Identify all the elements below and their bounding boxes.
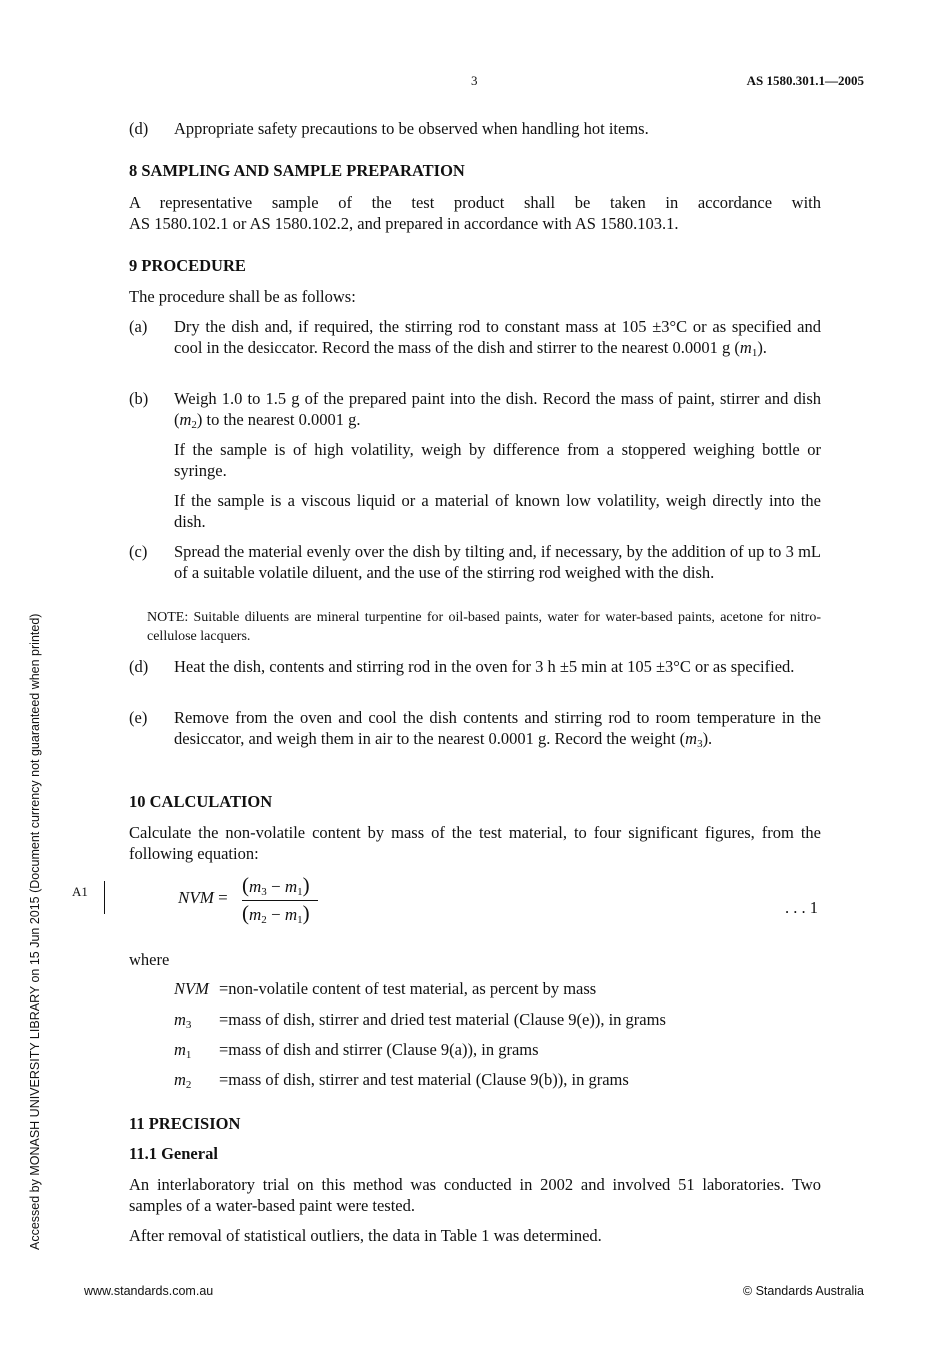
item-text: Heat the dish, contents and stirring rod in the oven for 3 h ±5 min at 105 ±3°C or as specified. bbox=[174, 657, 795, 676]
item-text: Weigh 1.0 to 1.5 g of the prepared paint into the dish. Record the mass of paint, stirrer and dish $(m_2)$ to the nearest 0.0001 g. bbox=[174, 389, 821, 431]
procedure-intro: The procedure shall be as follows: bbox=[129, 287, 356, 306]
list-item bbox=[129, 118, 821, 139]
procedure-step-c bbox=[129, 541, 821, 583]
item-text: Remove from the oven and cool the dish contents and stirring rod to room temperature in the desiccator, and weigh them in air to the nearest 0.0001 g. Record the weight $(m_3)$. bbox=[174, 708, 821, 750]
procedure-step-b-para1: If the sample is of high volatility, weigh by difference from a stoppered weighing bottle or syringe. bbox=[174, 440, 821, 480]
section-8-paragraph-line1: A representative sample of the test product shall be taken in accordance with bbox=[129, 193, 821, 212]
procedure-step-b-para2: If the sample is a viscous liquid or a material of known low volatility, weigh directly into the dish. bbox=[174, 491, 821, 531]
item-text: Dry the dish and, if required, the stirring rod to constant mass at 105 ±3°C or as specified and cool in the desiccator. Record the mass of the dish and stirrer to the nearest 0.0001 g $(m_1)$. bbox=[174, 317, 821, 359]
procedure-step-e bbox=[129, 707, 821, 755]
calculation-intro: Calculate the non-volatile content by mass of the test material, to four significant figures, from the following equation: bbox=[129, 823, 821, 863]
equation-lhs: NVM = bbox=[178, 888, 228, 907]
item-label: (e) bbox=[129, 708, 148, 727]
item-text: Appropriate safety precautions to be observed when handling hot items. bbox=[174, 119, 649, 138]
precision-paragraph: After removal of statistical outliers, the data in Table 1 was determined. bbox=[129, 1226, 602, 1245]
item-text: Spread the material evenly over the dish by tilting and, if necessary, by the addition of up to 3 mL of a suitable volatile diluent, and the use of the stirring rod weighed with the dish. bbox=[174, 542, 821, 582]
footer-copyright: © Standards Australia bbox=[742, 1284, 864, 1298]
section-8-paragraph-line2: AS 1580.102.1 or AS 1580.102.2, and prepared in accordance with AS 1580.103.1. bbox=[129, 214, 679, 233]
equation-numerator: $(m_3 - m_1)$ bbox=[242, 873, 310, 898]
precision-paragraph: An interlaboratory trial on this method was conducted in 2002 and involved 51 laboratories. Two samples of a water-based paint were tested. bbox=[129, 1175, 821, 1215]
section-9-heading: 9 PROCEDURE bbox=[129, 256, 246, 275]
where-label: where bbox=[129, 950, 170, 969]
access-watermark: Accessed by MONASH UNIVERSITY LIBRARY on 15 Jun 2015 (Document currency not guaranteed when printed) bbox=[28, 613, 42, 1250]
equation-denominator: $(m_2 - m_1)$ bbox=[242, 901, 310, 926]
item-label: (d) bbox=[129, 657, 149, 676]
procedure-step-a bbox=[129, 316, 821, 364]
equation-number: . . . 1 bbox=[785, 898, 818, 917]
standard-number: AS 1580.301.1—2005 bbox=[746, 73, 864, 88]
nvm-equation bbox=[178, 873, 338, 929]
note: NOTE: Suitable diluents are mineral turpentine for oil-based paints, water for water-based paints, acetone for nitro-cellulose lacquers. bbox=[147, 610, 821, 644]
item-label: (c) bbox=[129, 542, 148, 561]
item-label: (b) bbox=[129, 389, 149, 408]
procedure-step-d bbox=[129, 656, 821, 677]
procedure-step-b bbox=[129, 388, 821, 436]
section-11-1-heading: 11.1 General bbox=[129, 1144, 218, 1163]
section-8-heading: 8 SAMPLING AND SAMPLE PREPARATION bbox=[129, 161, 465, 180]
section-10-heading: 10 CALCULATION bbox=[129, 792, 273, 811]
amendment-marker: A1 bbox=[72, 884, 88, 899]
item-label: (a) bbox=[129, 317, 148, 336]
page-number: 3 bbox=[471, 73, 478, 88]
section-11-heading: 11 PRECISION bbox=[129, 1114, 241, 1133]
footer-website: www.standards.com.au bbox=[84, 1284, 214, 1298]
item-label: (d) bbox=[129, 119, 149, 138]
amendment-bar bbox=[104, 881, 105, 914]
